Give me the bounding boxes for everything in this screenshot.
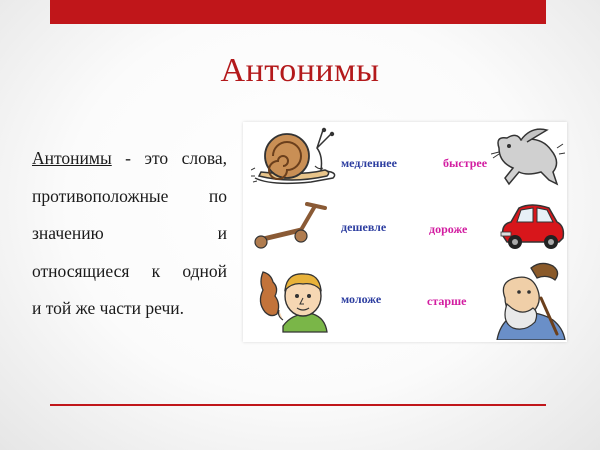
- boy-icon: [253, 262, 333, 334]
- definition-text: [32, 140, 227, 328]
- definition-term: Антонимы: [32, 148, 112, 168]
- antonyms-illustration: [243, 122, 567, 342]
- word-faster: быстрее: [443, 156, 488, 170]
- top-accent-bar: [50, 0, 546, 24]
- word-older: старше: [427, 294, 467, 308]
- word-younger: моложе: [341, 292, 382, 306]
- definition-line-5: и той же части речи.: [32, 298, 184, 318]
- definition-line-4: относящиеся к одной: [32, 260, 227, 281]
- word-slower: медленнее: [341, 156, 397, 170]
- definition-line-2: противоположные по: [32, 185, 227, 206]
- hare-icon: [491, 128, 565, 188]
- scooter-icon: [253, 200, 333, 250]
- car-icon: [499, 198, 565, 254]
- definition-line-3: значению и: [32, 223, 227, 243]
- bottom-accent-line: [50, 404, 546, 406]
- old-man-icon: [491, 262, 567, 340]
- definition-line-1: Антонимы - это слова,: [32, 140, 227, 178]
- snail-icon: [251, 126, 341, 188]
- slide-title: Антонимы: [220, 52, 380, 89]
- word-more-expensive: дороже: [429, 222, 468, 236]
- word-cheaper: дешевле: [341, 220, 387, 234]
